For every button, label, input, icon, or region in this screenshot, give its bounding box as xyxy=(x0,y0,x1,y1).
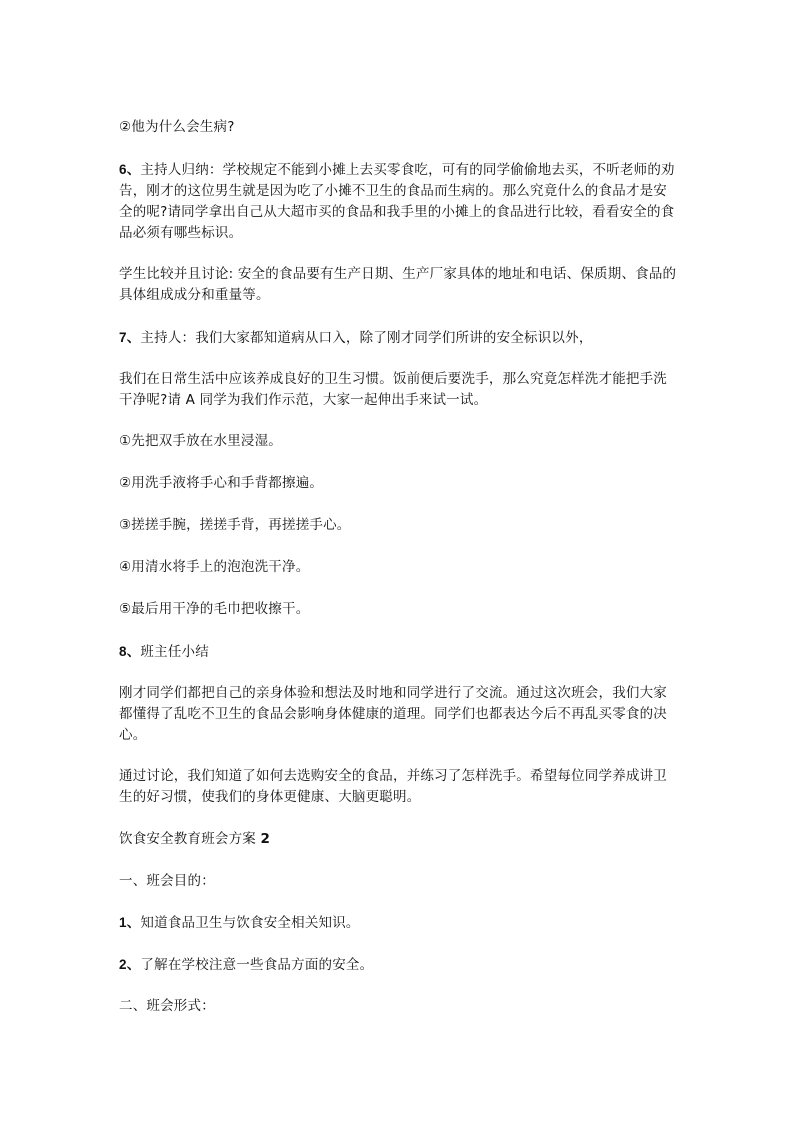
paragraph-text: ⑤最后用干净的毛巾把收擦干。 xyxy=(119,601,310,617)
paragraph-handwash-step-4 xyxy=(119,557,679,578)
section-heading-format xyxy=(119,996,679,1017)
paragraph-step-6 xyxy=(119,159,679,244)
paragraph-handwash-step-1 xyxy=(119,431,679,452)
paragraph-purpose-1 xyxy=(119,912,679,934)
paragraph-step-8 xyxy=(119,641,679,663)
paragraph-teacher-summary-2 xyxy=(119,766,679,808)
step-number: 6、 xyxy=(119,162,141,177)
section-title-number: 2 xyxy=(260,831,271,847)
paragraph-text: ①先把双手放在水里浸湿。 xyxy=(119,433,283,449)
paragraph-text: 二、班会形式： xyxy=(119,998,215,1014)
paragraph-purpose-2 xyxy=(119,954,679,976)
section-title-text: 饮食安全教育班会方案 xyxy=(119,831,256,847)
paragraph-text: 学生比较并且讨论: 安全的食品要有生产日期、生产厂家具体的地址和电话、保质期、食品的具体组成成分和重量等。 xyxy=(119,266,677,303)
paragraph-text: 主持人归纳：学校规定不能到小摊上去买零食吃，可有的同学偷偷地去买，不听老师的劝告，刚才的这位男生就是因为吃了小摊不卫生的食品而生病的。那么究竟什么的食品才是安全的呢?请同学拿出自己从大超市买的食品和我手里的小摊上的食品进行比较，看看安全的食品必须有哪些标识。 xyxy=(119,162,675,241)
paragraph-question-2 xyxy=(119,117,679,138)
paragraph-text: ④用清水将手上的泡泡洗干净。 xyxy=(119,559,310,575)
paragraph-text: ②用洗手液将手心和手背都擦遍。 xyxy=(119,475,324,491)
paragraph-text: 刚才同学们都把自己的亲身体验和想法及时地和同学进行了交流。通过这次班会，我们大家都懂得了乱吃不卫生的食品会影响身体健康的道理。同学们也都表达今后不再乱买零食的决心。 xyxy=(119,685,667,743)
paragraph-text: 通过讨论，我们知道了如何去选购安全的食品，并练习了怎样洗手。希望每位同学养成讲卫生的好习惯，使我们的身体更健康、大脑更聪明。 xyxy=(119,768,667,805)
item-number: 2、 xyxy=(119,957,141,972)
paragraph-text: 一、班会目的： xyxy=(119,873,215,889)
paragraph-text: ③搓搓手腕，搓搓手背，再搓搓手心。 xyxy=(119,517,351,533)
paragraph-text: 班主任小结 xyxy=(140,644,209,660)
item-number: 1、 xyxy=(119,915,141,930)
section-title-plan-2 xyxy=(119,829,679,850)
paragraph-text: 知道食品卫生与饮食安全相关知识。 xyxy=(140,915,360,931)
paragraph-text: 我们在日常生活中应该养成良好的卫生习惯。饭前便后要洗手，那么究竟怎样洗才能把手洗干净呢?请 A 同学为我们作示范，大家一起伸出手来试一试。 xyxy=(119,371,667,408)
paragraph-handwash-step-3 xyxy=(119,515,679,536)
paragraph-text: 主持人：我们大家都知道病从口入，除了刚才同学们所讲的安全标识以外， xyxy=(140,330,593,346)
paragraph-handwash-step-5 xyxy=(119,599,679,620)
paragraph-text: 了解在学校注意一些食品方面的安全。 xyxy=(140,957,374,973)
paragraph-step-7 xyxy=(119,327,679,349)
paragraph-teacher-summary-1 xyxy=(119,683,679,746)
paragraph-handwash-step-2 xyxy=(119,473,679,494)
section-heading-purpose xyxy=(119,871,679,892)
paragraph-text: ②他为什么会生病? xyxy=(119,119,235,135)
step-number: 7、 xyxy=(119,330,141,345)
step-number: 8、 xyxy=(119,644,141,659)
paragraph-student-discussion xyxy=(119,264,679,306)
paragraph-hygiene-habits xyxy=(119,369,679,411)
